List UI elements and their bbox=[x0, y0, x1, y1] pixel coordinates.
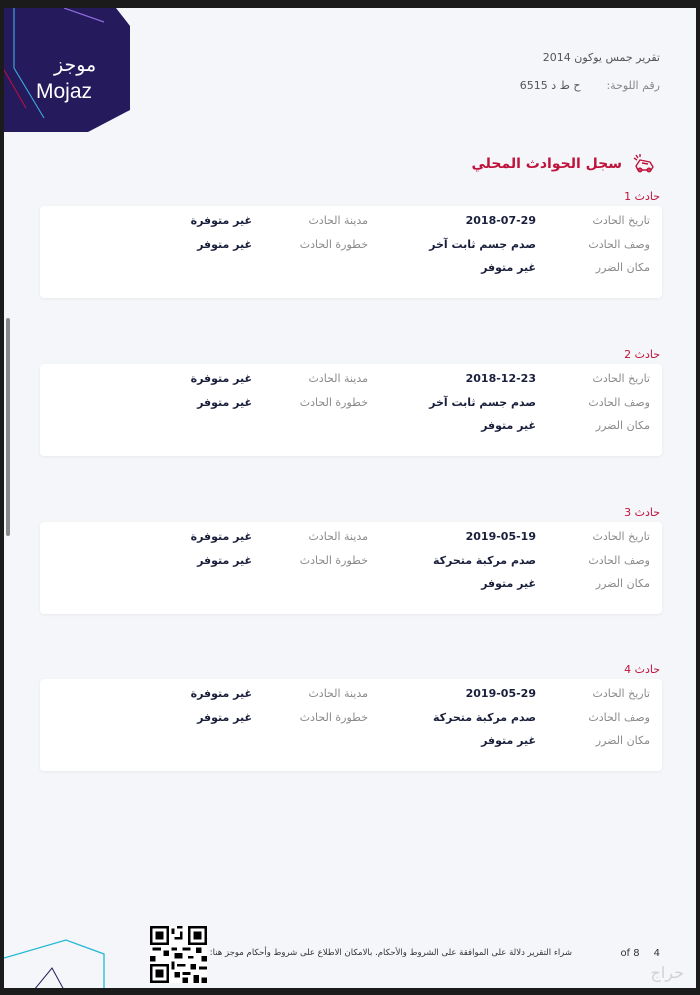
severity-value: غير متوفر bbox=[197, 711, 252, 724]
description-label: وصف الحادث bbox=[588, 554, 650, 567]
description-value: صدم جسم ثابت آخر bbox=[429, 396, 536, 409]
plate-label: رقم اللوحة: bbox=[606, 79, 660, 92]
city-label: مدينة الحادث bbox=[308, 530, 368, 543]
date-value: 2018-07-29 bbox=[465, 214, 536, 227]
severity-label: خطورة الحادث bbox=[299, 711, 368, 724]
severity-label: خطورة الحادث bbox=[299, 238, 368, 251]
report-title: تقرير جمس يوكون 2014 bbox=[542, 51, 660, 64]
accident-card bbox=[40, 679, 662, 771]
watermark: حراج bbox=[650, 963, 684, 982]
accident-label: حادث 1 bbox=[624, 190, 660, 203]
damage-location-label: مكان الضرر bbox=[595, 577, 650, 590]
damage-location-value: غير متوفر bbox=[481, 261, 536, 274]
logo-english-text: Mojaz bbox=[36, 80, 93, 103]
logo-arabic-text: موجز bbox=[54, 54, 97, 76]
city-value: غير متوفرة bbox=[190, 687, 252, 700]
damage-location-label: مكان الضرر bbox=[595, 261, 650, 274]
city-value: غير متوفرة bbox=[190, 530, 252, 543]
section-header bbox=[472, 152, 657, 176]
city-label: مدينة الحادث bbox=[308, 372, 368, 385]
corner-decoration bbox=[4, 928, 114, 988]
page-current: 4 bbox=[653, 948, 660, 959]
date-value: 2019-05-19 bbox=[465, 530, 536, 543]
date-label: تاريخ الحادث bbox=[592, 530, 650, 543]
plate-value: ح ط د 6515 bbox=[519, 79, 581, 92]
page-total: of 8 bbox=[620, 948, 640, 959]
date-label: تاريخ الحادث bbox=[592, 372, 650, 385]
accident-label: حادث 2 bbox=[624, 348, 660, 361]
severity-value: غير متوفر bbox=[197, 554, 252, 567]
description-value: صدم مركبة متحركة bbox=[432, 554, 536, 567]
severity-label: خطورة الحادث bbox=[299, 554, 368, 567]
severity-label: خطورة الحادث bbox=[299, 396, 368, 409]
city-value: غير متوفرة bbox=[190, 214, 252, 227]
city-value: غير متوفرة bbox=[190, 372, 252, 385]
description-value: صدم مركبة متحركة bbox=[432, 711, 536, 724]
damage-location-value: غير متوفر bbox=[481, 734, 536, 747]
city-label: مدينة الحادث bbox=[308, 687, 368, 700]
severity-value: غير متوفر bbox=[197, 238, 252, 251]
accident-label: حادث 3 bbox=[624, 506, 660, 519]
accident-card bbox=[40, 364, 662, 456]
description-value: صدم جسم ثابت آخر bbox=[429, 238, 536, 251]
plate-number bbox=[520, 79, 660, 92]
date-label: تاريخ الحادث bbox=[592, 687, 650, 700]
damage-location-value: غير متوفر bbox=[481, 419, 536, 432]
accident-label: حادث 4 bbox=[624, 663, 660, 676]
accident-card bbox=[40, 206, 662, 298]
terms-notice: شراء التقرير دلالة على الموافقة على الشروط والأحكام. بالامكان الاطلاع على شروط وأحكام موجز هنا: bbox=[209, 948, 572, 958]
damage-location-value: غير متوفر bbox=[481, 577, 536, 590]
vertical-scrollbar[interactable] bbox=[6, 318, 10, 536]
car-crash-icon bbox=[632, 152, 656, 176]
section-title: سجل الحوادث المحلي bbox=[471, 156, 622, 172]
report-page bbox=[4, 8, 696, 988]
damage-location-label: مكان الضرر bbox=[595, 734, 650, 747]
accident-card bbox=[40, 522, 662, 614]
date-value: 2019-05-29 bbox=[465, 687, 536, 700]
description-label: وصف الحادث bbox=[588, 711, 650, 724]
qr-code-icon[interactable] bbox=[150, 926, 207, 983]
damage-location-label: مكان الضرر bbox=[595, 419, 650, 432]
description-label: وصف الحادث bbox=[588, 396, 650, 409]
description-label: وصف الحادث bbox=[588, 238, 650, 251]
date-value: 2018-12-23 bbox=[465, 372, 536, 385]
date-label: تاريخ الحادث bbox=[592, 214, 650, 227]
city-label: مدينة الحادث bbox=[308, 214, 368, 227]
severity-value: غير متوفر bbox=[197, 396, 252, 409]
page-indicator bbox=[606, 948, 660, 959]
